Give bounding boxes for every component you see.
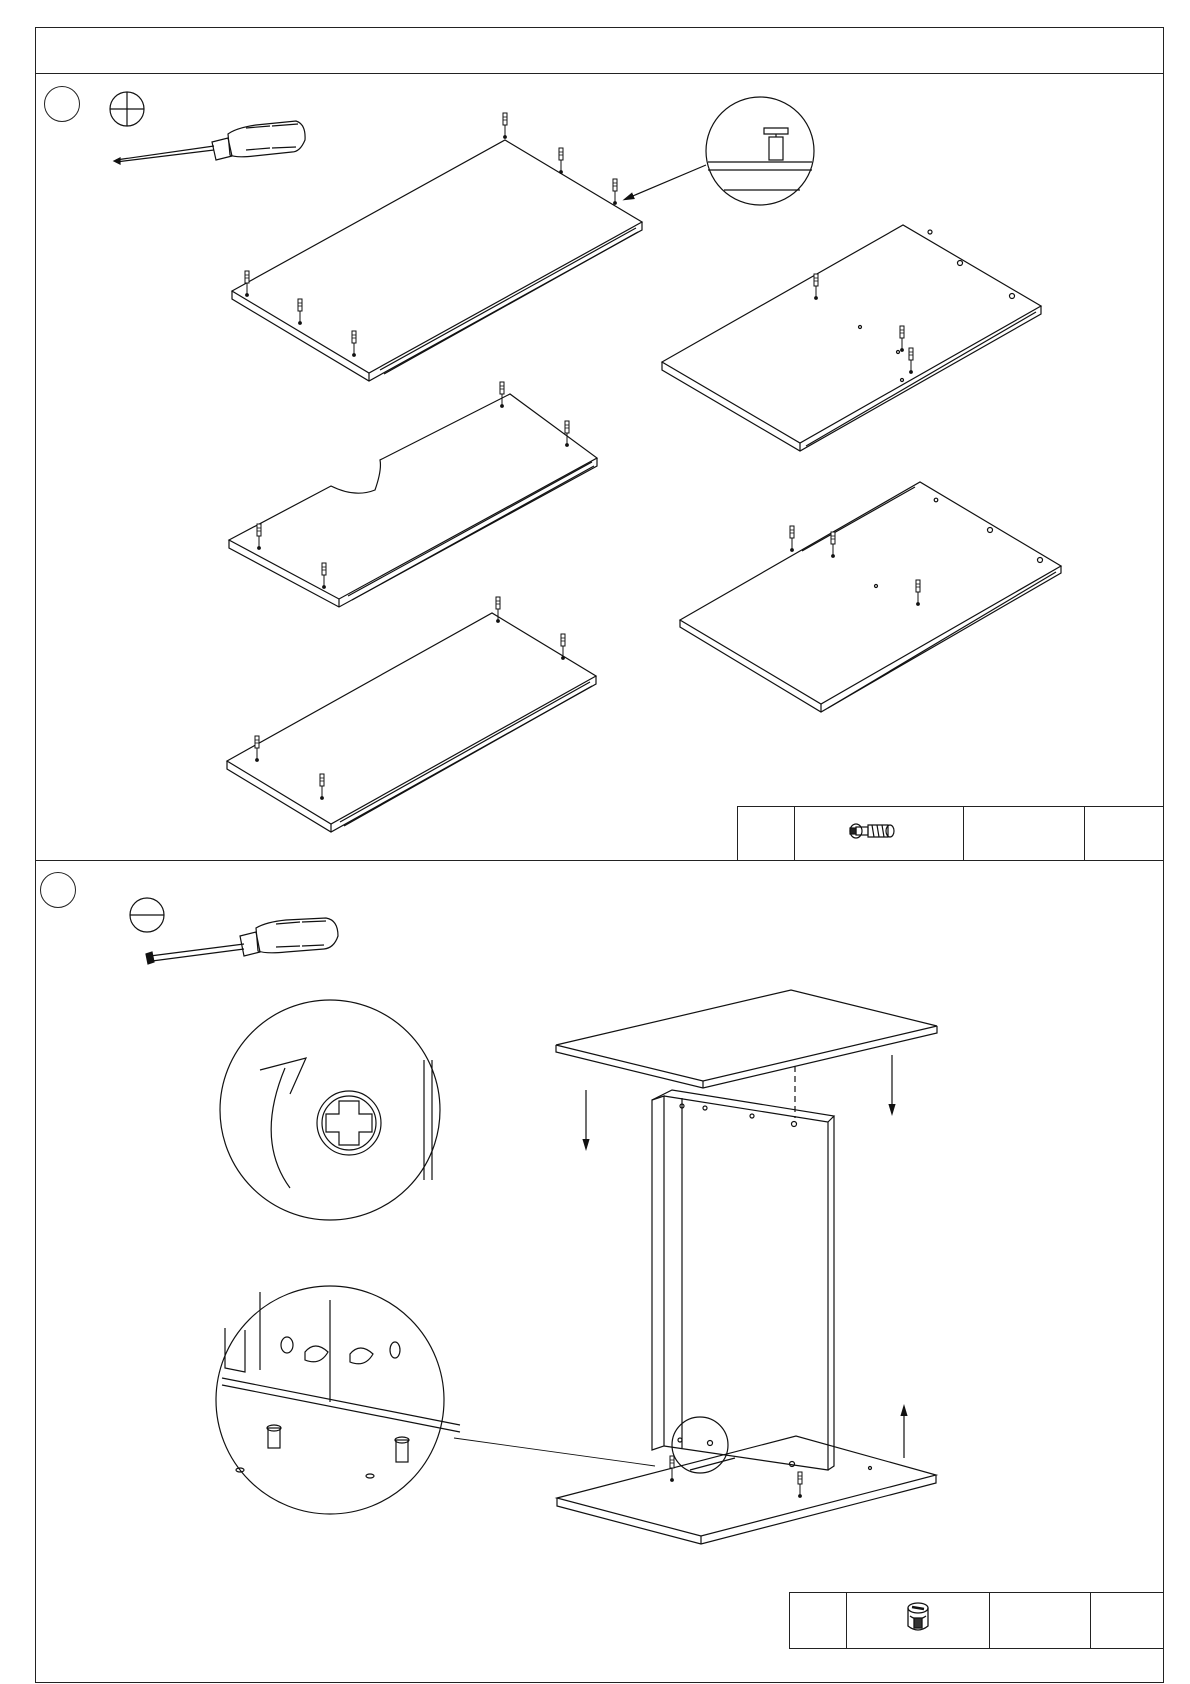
panel-e bbox=[227, 613, 596, 832]
phillips-screwdriver-icon bbox=[114, 121, 305, 164]
panel-a bbox=[232, 140, 642, 381]
panel-c bbox=[229, 394, 597, 607]
cam-lock-detail-magnifier bbox=[220, 1000, 440, 1220]
phillips-symbol-icon bbox=[110, 92, 144, 126]
flathead-symbol-icon bbox=[130, 898, 164, 932]
flathead-screwdriver-icon bbox=[146, 918, 338, 964]
connector-detail-magnifier bbox=[216, 1286, 655, 1514]
side-panel bbox=[652, 1090, 834, 1473]
panel-d bbox=[680, 482, 1061, 712]
bottom-panel bbox=[557, 1436, 936, 1544]
step-1-detail-magnifier bbox=[628, 97, 814, 205]
panel-b bbox=[662, 225, 1041, 451]
top-panel bbox=[556, 990, 937, 1088]
